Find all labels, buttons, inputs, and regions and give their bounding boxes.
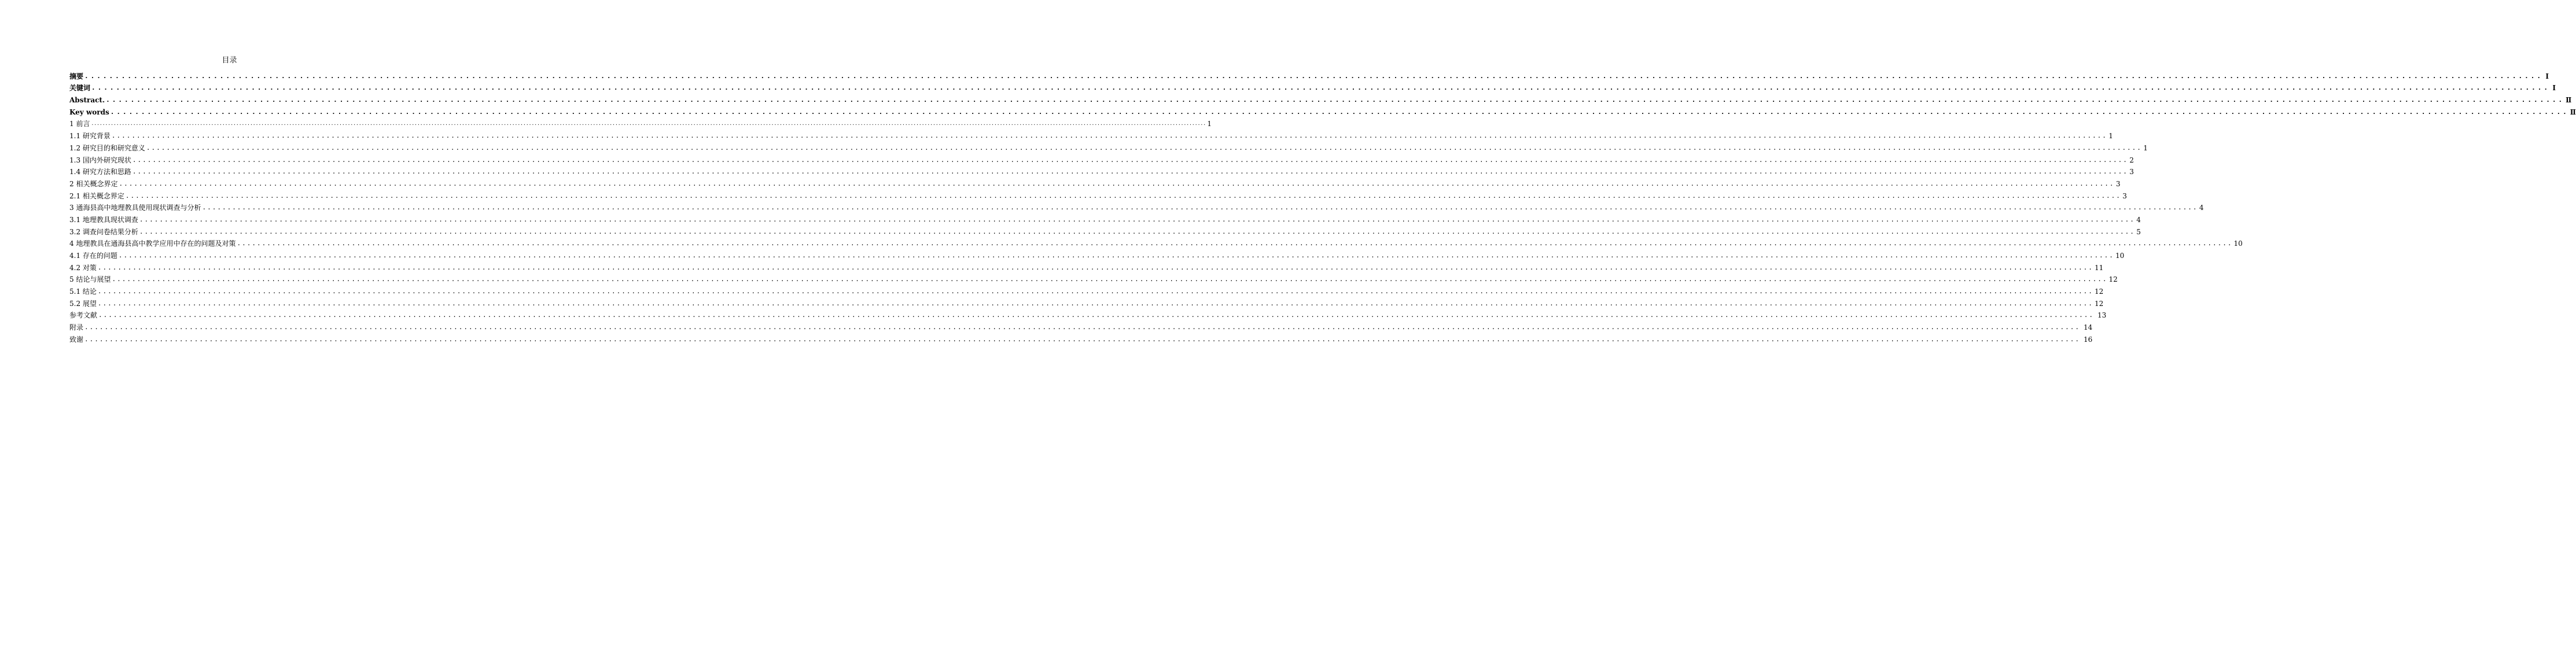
toc-leader-dots: ................................................................................................................................................................................................................................................................................................................................................................................................................: [106, 96, 2565, 104]
table-of-contents: [69, 68, 2576, 344]
toc-entry[interactable]: [69, 152, 2134, 164]
toc-entry-page-number: 1: [1207, 120, 1212, 128]
toc-entry[interactable]: [69, 164, 2134, 176]
toc-entry-page-number: 1: [2143, 143, 2148, 152]
toc-entry-label: 3.2 调查问卷结果分析: [69, 227, 138, 236]
toc-entry-page-number: 4: [2199, 204, 2204, 212]
toc-entry-page-number: 13: [2097, 311, 2107, 320]
toc-entry[interactable]: [69, 260, 2104, 272]
toc-entry-page-number: 12: [2094, 287, 2104, 296]
toc-entry-page-number: 3: [2122, 191, 2127, 200]
toc-leader-dots: ................................................................................................................................................................................................................................................................................................................................................................................................................: [132, 156, 2128, 164]
toc-entry-page-number: 16: [2084, 335, 2093, 344]
toc-entry-label: 3 通海县高中地理教具使用现状调查与分析: [69, 204, 201, 212]
toc-leader-dots: ................................................................................................................................................................................................................................................................................................................................................................................................................: [98, 311, 2095, 319]
toc-entry[interactable]: [69, 68, 2549, 80]
toc-leader-dots: ................................................................................................................................................................................................................................................................................................................................................................................................................: [237, 239, 2233, 248]
toc-entry-label: 4 地理教具在通海县高中教学应用中存在的问题及对策: [69, 239, 236, 248]
toc-leader-dots: ................................................................................................................................................................................................................................................................................................................................................................................................................: [84, 335, 2081, 343]
toc-title: 目录: [222, 56, 237, 65]
toc-entry-label: 5 结论与展望: [69, 275, 111, 284]
toc-entry-page-number: 12: [2094, 299, 2104, 308]
toc-entry-page-number: 10: [2233, 239, 2243, 248]
toc-entry-page-number: 1: [2108, 132, 2113, 141]
toc-leader-dots: ................................................................................................................................................................................................................................................................................................................................................................................................................: [146, 143, 2142, 152]
toc-entry[interactable]: [69, 212, 2141, 224]
toc-entry-label: 摘要: [69, 72, 84, 80]
toc-entry[interactable]: [69, 116, 1212, 128]
toc-entry-page-number: Ⅱ: [2570, 108, 2576, 116]
toc-leader-dots: ................................................................................................................................................................................................................................................................................................................................................................................................................: [132, 168, 2128, 176]
toc-entry-label: 2.1 相关概念界定: [69, 191, 124, 200]
toc-leader-dots: ................................................................................................................................................................................................................................................................................................................................................................................................................: [84, 72, 2544, 80]
toc-entry-label: 1.4 研究方法和思路: [69, 168, 131, 176]
toc-entry[interactable]: [69, 176, 2121, 188]
toc-leader-dots: ................................................................................................................................................................................................................................................................................................................................................................................................................: [139, 227, 2135, 235]
toc-leader-dots: ................................................................................................................................................................................................................................................................................................................................................................................................................: [91, 84, 2551, 92]
toc-leader-dots: ................................................................................................................................................................................................................................................................................................................................................................................................................: [97, 263, 2093, 271]
toc-entry-label: 关键词: [69, 84, 91, 93]
toc-entry-label: Key words: [69, 108, 109, 116]
toc-entry[interactable]: [69, 104, 2576, 116]
toc-entry-page-number: 12: [2108, 275, 2118, 284]
toc-entry-label: 致谢: [69, 335, 84, 344]
toc-entry-label: 附录: [69, 323, 84, 332]
toc-entry[interactable]: [69, 188, 2127, 200]
toc-entry[interactable]: [69, 272, 2118, 284]
toc-entry-page-number: 4: [2136, 215, 2141, 224]
toc-entry[interactable]: [69, 319, 2093, 332]
toc-entry-label: 3.1 地理教具现状调查: [69, 215, 138, 224]
toc-entry-page-number: 14: [2084, 323, 2093, 332]
toc-leader-dots: ................................................................................................................................................................................................................................................................................................................................................................................................................: [97, 287, 2093, 296]
toc-leader-dots: ................................................................................................................................................................................................................................................................................................................................................................................................................: [91, 121, 1206, 127]
toc-entry[interactable]: [69, 296, 2104, 308]
toc-entry[interactable]: [69, 308, 2107, 320]
toc-entry-label: 1.3 国内外研究现状: [69, 156, 131, 164]
toc-entry-label: 参考文献: [69, 311, 98, 320]
toc-entry[interactable]: [69, 236, 2243, 248]
toc-entry-label: 1.1 研究背景: [69, 132, 111, 141]
toc-leader-dots: ................................................................................................................................................................................................................................................................................................................................................................................................................: [139, 215, 2135, 223]
toc-entry[interactable]: [69, 283, 2104, 296]
toc-entry-label: 5.2 展望: [69, 299, 97, 308]
toc-entry[interactable]: [69, 140, 2148, 152]
toc-entry-label: 4.1 存在的问题: [69, 252, 117, 260]
toc-entry[interactable]: [69, 92, 2572, 105]
toc-entry-label: 5.1 结论: [69, 287, 97, 296]
toc-leader-dots: ................................................................................................................................................................................................................................................................................................................................................................................................................: [97, 299, 2093, 307]
toc-entry[interactable]: [69, 248, 2125, 260]
toc-entry-page-number: 11: [2094, 263, 2104, 272]
toc-entry-page-number: 5: [2136, 227, 2141, 236]
toc-entry-page-number: Ⅰ: [2552, 84, 2556, 93]
toc-entry-label: 2 相关概念界定: [69, 179, 118, 188]
toc-entry[interactable]: [69, 80, 2556, 93]
toc-entry-page-number: Ⅱ: [2566, 96, 2572, 105]
toc-entry-page-number: 3: [2129, 168, 2134, 176]
toc-entry-page-number: 10: [2115, 252, 2125, 260]
toc-leader-dots: ................................................................................................................................................................................................................................................................................................................................................................................................................: [112, 275, 2108, 283]
toc-entry-label: 4.2 对策: [69, 263, 97, 272]
toc-leader-dots: ................................................................................................................................................................................................................................................................................................................................................................................................................: [125, 191, 2121, 200]
toc-entry-page-number: 2: [2129, 156, 2134, 164]
toc-entry[interactable]: [69, 128, 2113, 141]
toc-entry-label: 1.2 研究目的和研究意义: [69, 143, 145, 152]
toc-entry-label: 1 前言: [69, 120, 90, 128]
toc-leader-dots: ................................................................................................................................................................................................................................................................................................................................................................................................................: [111, 132, 2107, 140]
toc-leader-dots: ................................................................................................................................................................................................................................................................................................................................................................................................................: [110, 108, 2569, 116]
toc-leader-dots: ................................................................................................................................................................................................................................................................................................................................................................................................................: [202, 204, 2198, 212]
toc-entry[interactable]: [69, 224, 2141, 236]
toc-leader-dots: ................................................................................................................................................................................................................................................................................................................................................................................................................: [119, 179, 2115, 187]
toc-entry-page-number: 3: [2115, 179, 2121, 188]
toc-leader-dots: ................................................................................................................................................................................................................................................................................................................................................................................................................: [118, 252, 2114, 259]
toc-entry-label: Abstract.: [69, 96, 105, 105]
toc-entry-page-number: Ⅰ: [2545, 72, 2549, 80]
toc-entry[interactable]: [69, 331, 2093, 344]
toc-leader-dots: ................................................................................................................................................................................................................................................................................................................................................................................................................: [84, 323, 2081, 331]
toc-entry[interactable]: [69, 200, 2204, 212]
